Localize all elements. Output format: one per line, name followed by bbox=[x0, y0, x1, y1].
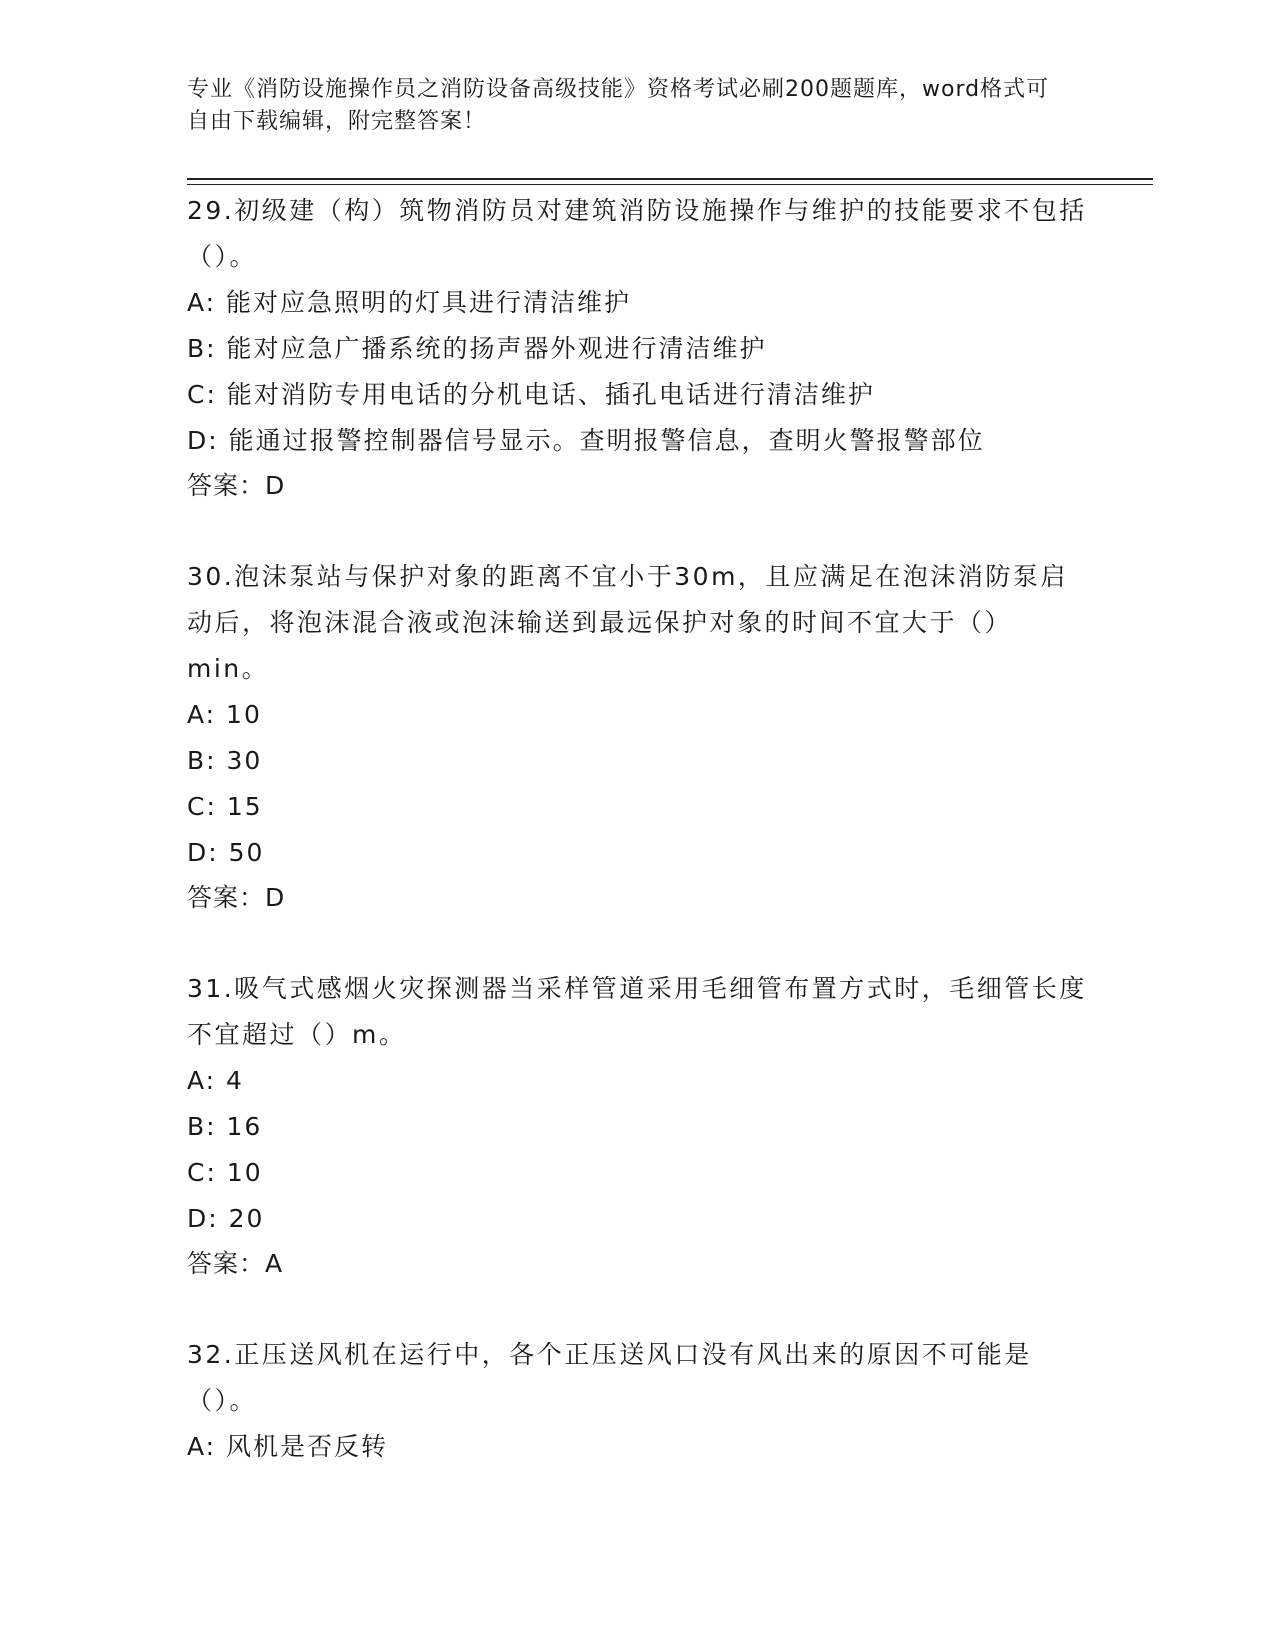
question-stem: 31.吸气式感烟火灾探测器当采样管道采用毛细管布置方式时，毛细管长度不宜超过（）m。 bbox=[187, 974, 1087, 1049]
answer-line: 答案：D bbox=[187, 471, 286, 500]
option-c: C: 10 bbox=[187, 1158, 263, 1187]
header-divider bbox=[187, 178, 1153, 185]
answer-line: 答案：A bbox=[187, 1249, 284, 1278]
option-a: A: 4 bbox=[187, 1066, 244, 1095]
question-29 bbox=[187, 188, 1087, 508]
option-a: A: 能对应急照明的灯具进行清洁维护 bbox=[187, 288, 632, 317]
question-30 bbox=[187, 554, 1087, 920]
option-c: C: 能对消防专用电话的分机电话、插孔电话进行清洁维护 bbox=[187, 380, 875, 409]
option-b: B: 能对应急广播系统的扬声器外观进行清洁维护 bbox=[187, 334, 767, 363]
question-stem: 29.初级建（构）筑物消防员对建筑消防设施操作与维护的技能要求不包括（）。 bbox=[187, 196, 1087, 271]
question-list bbox=[187, 188, 1087, 1516]
option-b: B: 16 bbox=[187, 1112, 263, 1141]
option-d: D: 50 bbox=[187, 838, 265, 867]
question-32 bbox=[187, 1332, 1087, 1470]
question-31 bbox=[187, 966, 1087, 1286]
question-stem: 30.泡沫泵站与保护对象的距离不宜小于30m，且应满足在泡沫消防泵启动后，将泡沫混合液或泡沫输送到最远保护对象的时间不宜大于（）min。 bbox=[187, 562, 1068, 683]
option-b: B: 30 bbox=[187, 746, 263, 775]
question-stem: 32.正压送风机在运行中，各个正压送风口没有风出来的原因不可能是（）。 bbox=[187, 1340, 1032, 1415]
answer-line: 答案：D bbox=[187, 883, 286, 912]
option-c: C: 15 bbox=[187, 792, 263, 821]
option-d: D: 能通过报警控制器信号显示。查明报警信息，查明火警报警部位 bbox=[187, 426, 985, 455]
option-a: A: 风机是否反转 bbox=[187, 1432, 389, 1461]
option-a: A: 10 bbox=[187, 700, 262, 729]
document-header: 专业《消防设施操作员之消防设备高级技能》资格考试必刷200题题库，word格式可自由下载编辑，附完整答案！ bbox=[187, 77, 1050, 134]
option-d: D: 20 bbox=[187, 1204, 265, 1233]
